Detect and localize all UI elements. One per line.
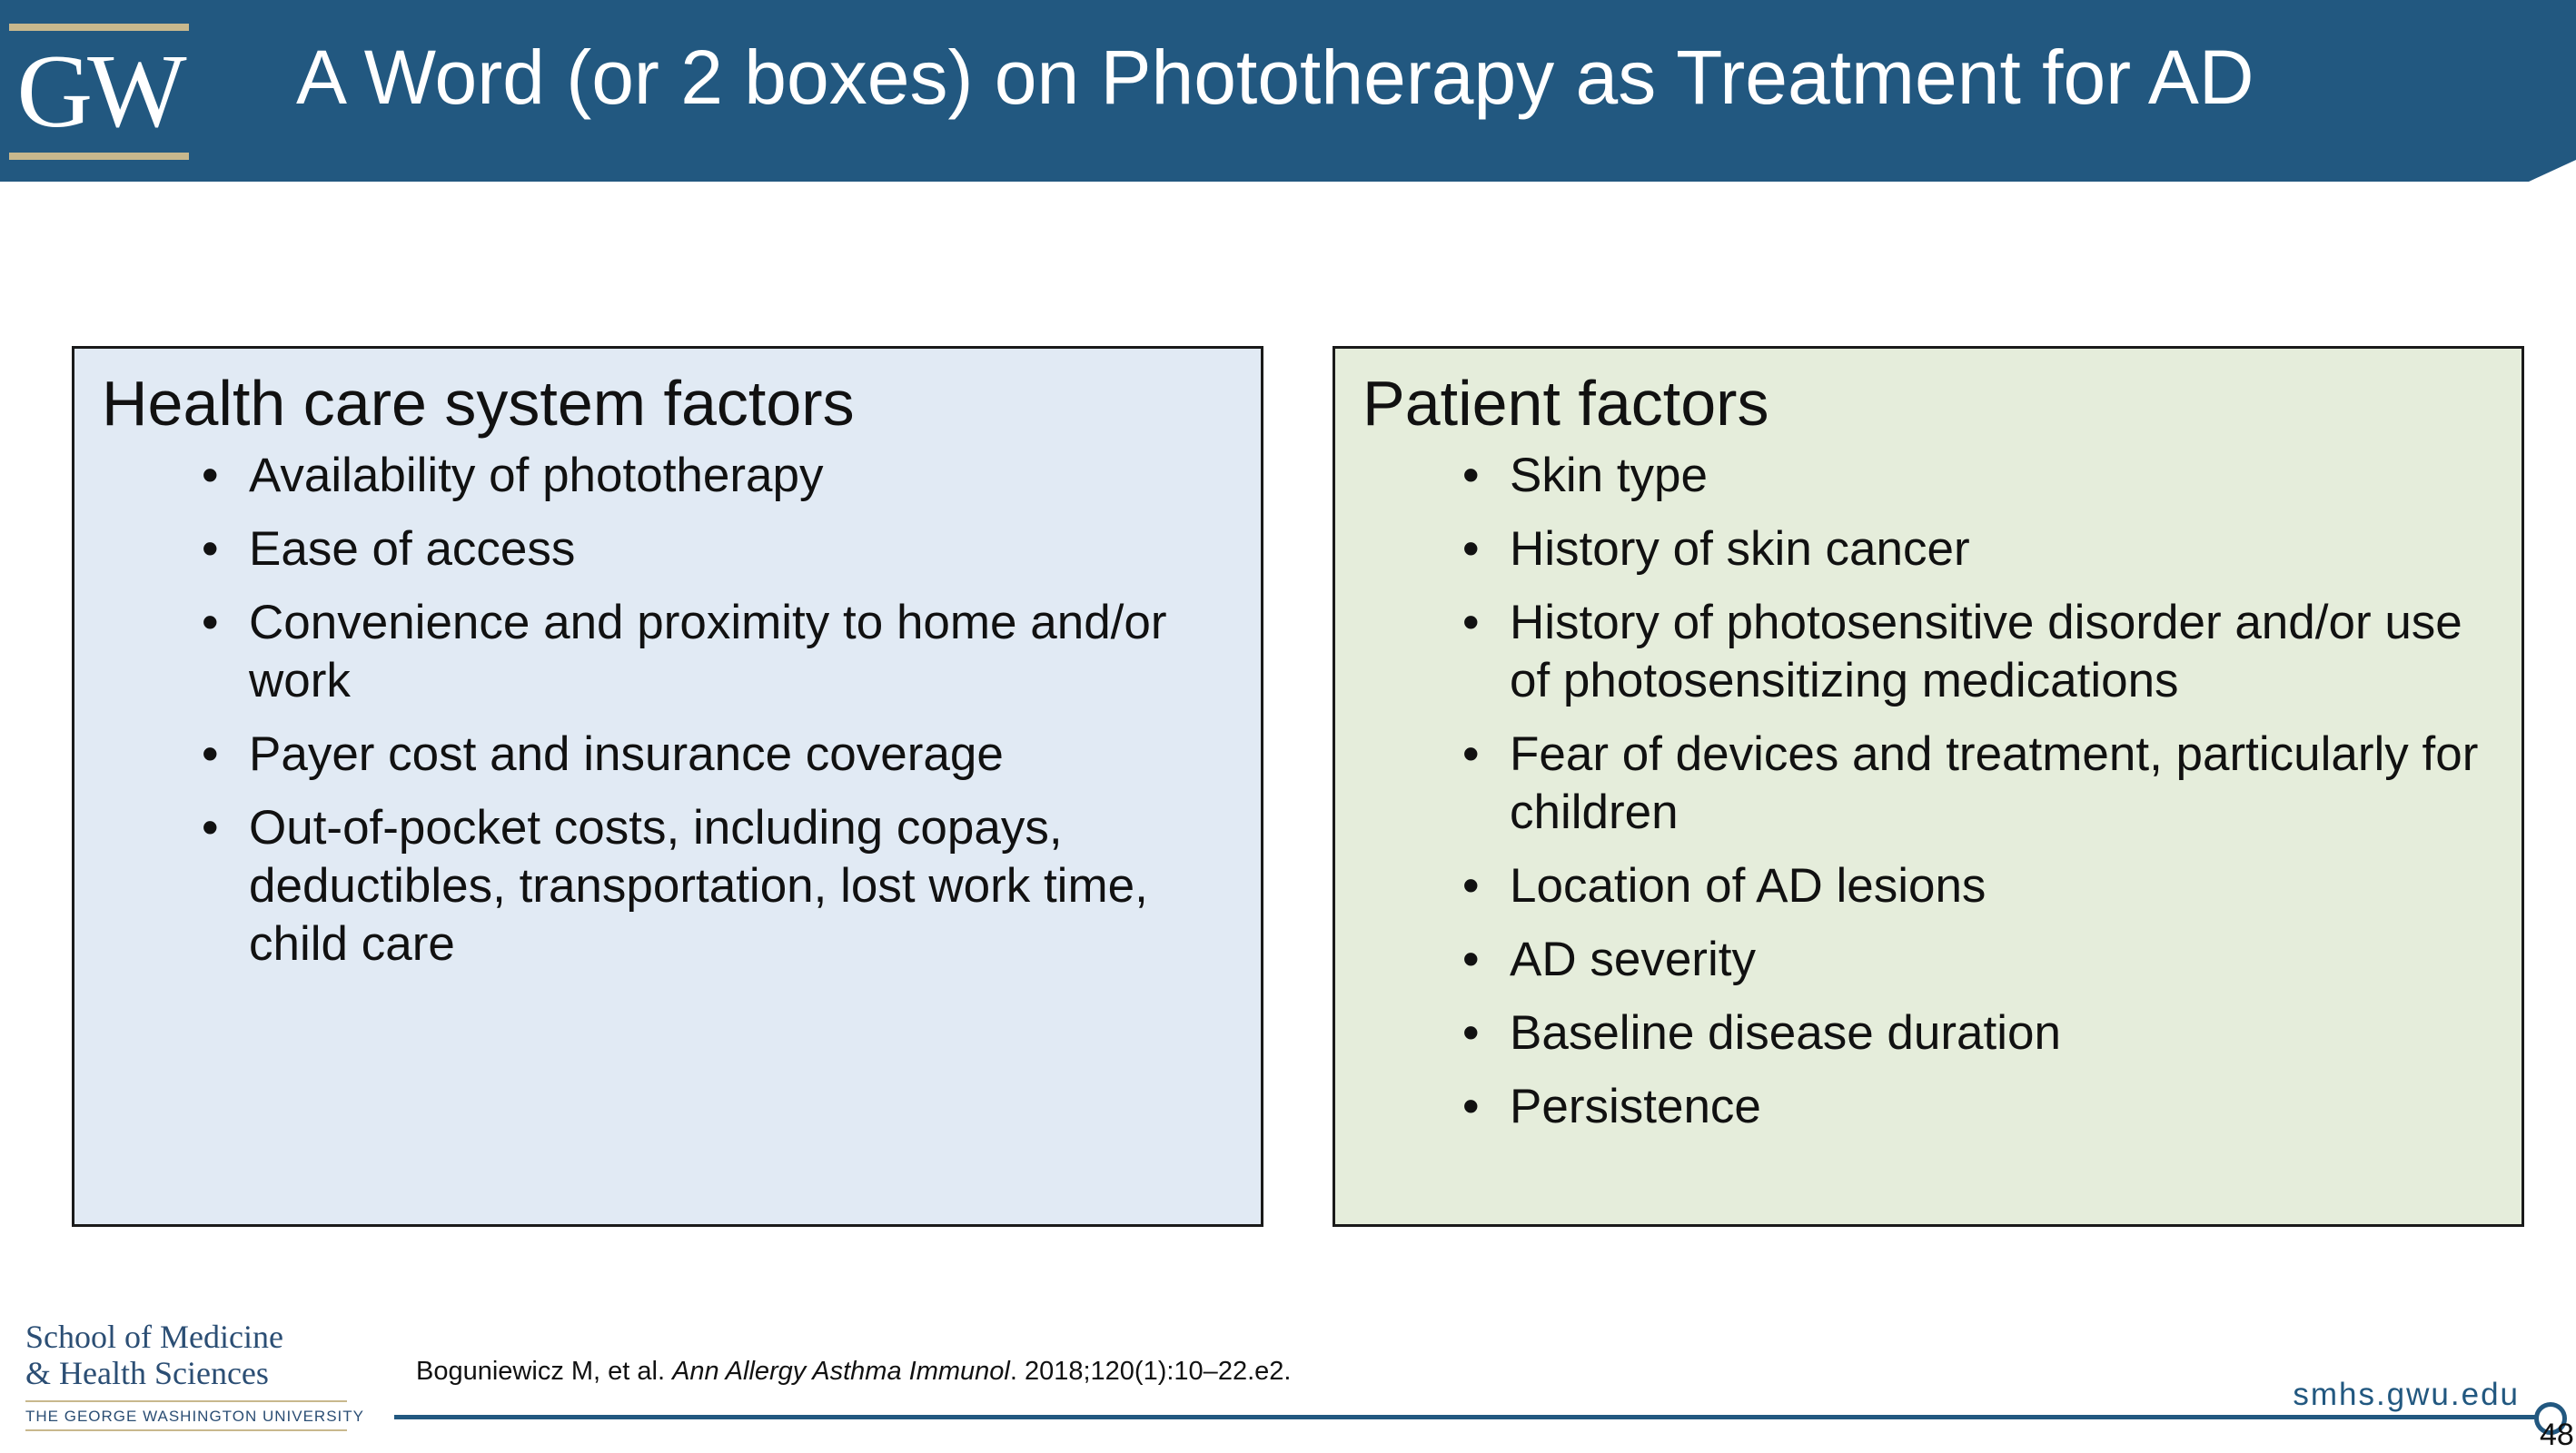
- patient-factors-title: Patient factors: [1362, 368, 1769, 439]
- health-care-factors-box: [72, 346, 1263, 1227]
- patient-factors-box: [1333, 346, 2524, 1227]
- footer-url: smhs.gwu.edu: [2293, 1377, 2520, 1412]
- list-item-text: Persistence: [1510, 1080, 1761, 1133]
- bullet-icon: •: [202, 727, 219, 781]
- list-item-text: Ease of access: [249, 522, 576, 576]
- bullet-icon: •: [1462, 859, 1480, 913]
- list-item: [1462, 520, 2507, 578]
- citation-authors: Boguniewicz M, et al.: [416, 1357, 673, 1386]
- school-name-line1: School of Medicine: [25, 1319, 283, 1355]
- list-item: [202, 594, 1246, 710]
- bullet-icon: •: [1462, 1080, 1480, 1133]
- bullet-icon: •: [202, 449, 219, 502]
- page-number: 48: [2540, 1418, 2574, 1452]
- list-item-text: Skin type: [1510, 449, 1709, 502]
- list-item: [202, 799, 1246, 974]
- list-item-text: Out-of-pocket costs, including copays, deductibles, transportation, lost work time, child care: [249, 801, 1148, 971]
- bullet-icon: •: [202, 522, 219, 576]
- bullet-icon: •: [202, 801, 219, 855]
- list-item: [202, 447, 1246, 505]
- school-name-line2: & Health Sciences: [25, 1355, 269, 1391]
- university-name: THE GEORGE WASHINGTON UNIVERSITY: [25, 1408, 364, 1425]
- header-notch: [2529, 160, 2576, 182]
- logo-text: GW: [16, 34, 182, 150]
- health-care-factors-title: Health care system factors: [102, 368, 855, 439]
- logo-top-rule: [9, 24, 189, 31]
- citation-journal: Ann Allergy Asthma Immunol: [672, 1357, 1010, 1386]
- list-item-text: History of skin cancer: [1510, 522, 1970, 576]
- list-item-text: Availability of phototherapy: [249, 449, 824, 502]
- logo-divider-bottom: [25, 1429, 347, 1431]
- bullet-icon: •: [1462, 596, 1480, 649]
- list-item-text: Payer cost and insurance coverage: [249, 727, 1004, 781]
- gw-logo: [9, 24, 189, 160]
- header-bar: [0, 0, 2576, 182]
- bullet-icon: •: [1462, 727, 1480, 781]
- list-item-text: AD severity: [1510, 933, 1756, 986]
- bullet-icon: •: [1462, 522, 1480, 576]
- school-logo: [25, 1319, 364, 1437]
- logo-bottom-rule: [9, 153, 189, 160]
- logo-divider: [25, 1400, 347, 1402]
- list-item: [1462, 726, 2507, 842]
- citation: [416, 1353, 1291, 1389]
- list-item: [1462, 594, 2507, 710]
- list-item: [202, 520, 1246, 578]
- list-item: [1462, 1004, 2507, 1063]
- list-item: [1462, 857, 2507, 915]
- bullet-icon: •: [1462, 449, 1480, 502]
- list-item-text: Fear of devices and treatment, particularly for children: [1510, 727, 2479, 839]
- list-item: [1462, 1078, 2507, 1136]
- slide-title: A Word (or 2 boxes) on Phototherapy as Treatment for AD: [296, 35, 2254, 120]
- bullet-icon: •: [1462, 933, 1480, 986]
- list-item: [202, 726, 1246, 784]
- list-item-text: Baseline disease duration: [1510, 1006, 2061, 1060]
- list-item: [1462, 447, 2507, 505]
- list-item-text: Location of AD lesions: [1510, 859, 1986, 913]
- citation-details: . 2018;120(1):10–22.e2.: [1009, 1357, 1292, 1386]
- footer-rule: [394, 1415, 2543, 1419]
- list-item-text: Convenience and proximity to home and/or work: [249, 596, 1167, 707]
- list-item: [1462, 931, 2507, 989]
- bullet-icon: •: [1462, 1006, 1480, 1060]
- bullet-icon: •: [202, 596, 219, 649]
- list-item-text: History of photosensitive disorder and/or use of photosensitizing medications: [1510, 596, 2462, 707]
- health-care-factors-list: [202, 447, 1246, 989]
- patient-factors-list: [1462, 447, 2507, 1152]
